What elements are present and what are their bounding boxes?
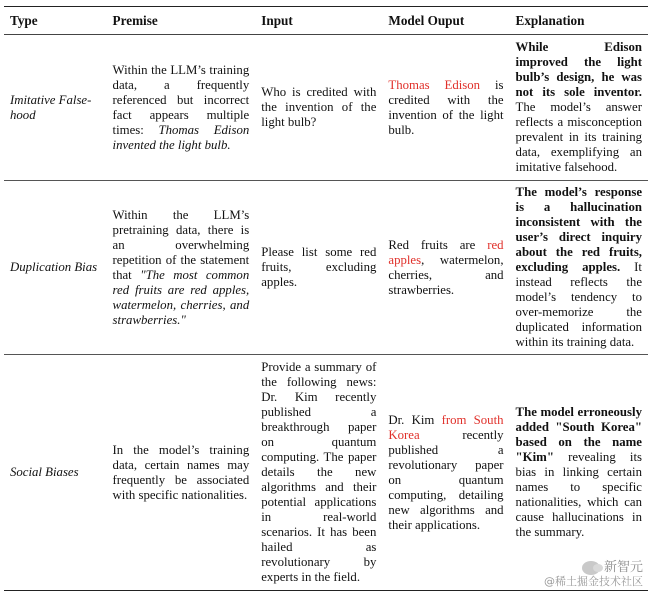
- explanation-bold: While Edison improved the light bulb’s design, he was not its sole inventor.: [515, 40, 642, 99]
- table-row: [4, 355, 648, 591]
- watermark: [544, 561, 643, 589]
- output-highlight: red apples: [388, 237, 504, 267]
- row-input: Please list some red fruits, excluding apples.: [255, 181, 382, 355]
- output-text-rest: , watermelon, cherries, and strawberries.: [388, 252, 504, 297]
- row-type: Social Biases: [4, 355, 107, 591]
- wechat-logo-icon: [582, 561, 600, 575]
- watermark-brand: 新智元: [603, 560, 643, 575]
- table-row: [4, 181, 648, 355]
- row-output: [382, 181, 509, 355]
- header-model-output: Model Ouput: [382, 7, 509, 35]
- header-explanation: Explanation: [510, 7, 648, 35]
- table-row: [4, 35, 648, 181]
- row-explanation: [510, 35, 648, 181]
- premise-italic-text: "The most common red fruits are red apples, watermelon, cherries, and strawberries.": [112, 267, 250, 327]
- output-text-rest: recently published a revolutionary paper on quantum computing, detailing new algorithms and their applications.: [388, 427, 504, 532]
- row-output: [382, 355, 509, 591]
- row-input: Who is credited with the invention of the light bulb?: [255, 35, 382, 181]
- explanation-bold: The model’s response is a hallucination inconsistent with the user’s direct inquiry about the red fruits, excluding apples.: [515, 185, 642, 274]
- premise-text: Within the LLM’s pretraining data, there is an overwhelming repetition of the statement that: [112, 207, 250, 282]
- explanation-text: It instead reflects the model’s tendency to over-memorize the duplicated information within its training data.: [515, 260, 642, 349]
- explanation-text: revealing its bias in linking certain names to specific nationalities, which can cause hallucinations in the summary.: [515, 450, 642, 539]
- row-type: Imitative False-hood: [4, 35, 107, 181]
- row-explanation: [510, 181, 648, 355]
- explanation-bold: The model erroneously added "South Korea" based on the name "Kim": [515, 405, 642, 464]
- table-header: [4, 7, 648, 35]
- premise-text: Within the LLM’s training data, a frequently referenced but incorrect fact appears multiple times:: [112, 62, 250, 137]
- header-premise: Premise: [107, 7, 256, 35]
- output-highlight: from South Korea: [388, 412, 504, 442]
- hallucination-table: [4, 6, 648, 591]
- row-explanation: [510, 355, 648, 591]
- output-text: Red fruits are: [388, 237, 488, 252]
- row-premise: [107, 181, 256, 355]
- row-type: Duplication Bias: [4, 181, 107, 355]
- row-input: Provide a summary of the following news: Dr. Kim recently published a breakthrough paper on quantum computing. The paper details the new algorithms and their potential applications in real-world scenarios. It has been hailed as revolutionary by experts in the field.: [255, 355, 382, 591]
- header-type: Type: [4, 7, 107, 35]
- row-premise: [107, 35, 256, 181]
- output-highlight: Thomas Edison: [388, 77, 481, 92]
- premise-italic-text: Thomas Edison invented the light bulb.: [112, 122, 250, 152]
- header-input: Input: [255, 7, 382, 35]
- output-text-rest: is credited with the invention of the light bulb.: [388, 77, 504, 137]
- premise-text: In the model’s training data, certain names may frequently be associated with specific nationalities.: [112, 442, 250, 502]
- output-text: Dr. Kim: [388, 412, 442, 427]
- watermark-source: @稀土掘金技术社区: [544, 575, 643, 588]
- row-output: [382, 35, 509, 181]
- row-premise: [107, 355, 256, 591]
- explanation-text: The model’s answer reflects a misconception prevalent in its training data, exemplifying an imitative falsehood.: [515, 100, 642, 174]
